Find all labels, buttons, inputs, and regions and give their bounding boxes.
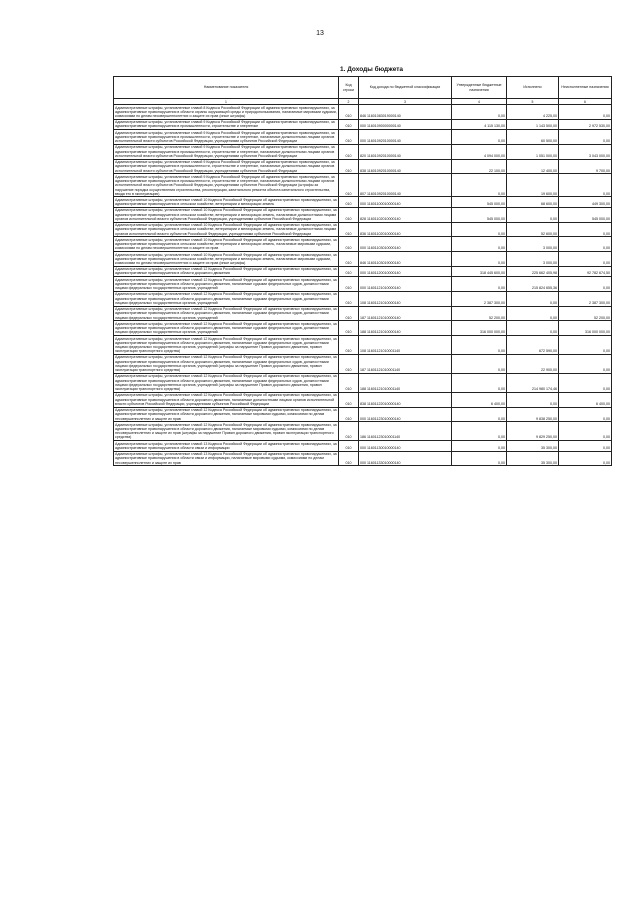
row-income-code: 000 11601103010000140 [359, 237, 452, 252]
row-executed: 35 300,00 [507, 441, 559, 451]
row-executed: 0,00 [507, 207, 559, 222]
row-income-code: 000 11601123010000140 [359, 407, 452, 422]
row-executed: 3 000,00 [507, 252, 559, 267]
table-row [114, 266, 612, 276]
row-unexecuted: 92 782 674,50 [559, 266, 612, 276]
row-approved: 0,00 [452, 422, 507, 441]
row-line-code: 010 [339, 159, 359, 174]
table-row [114, 354, 612, 373]
row-approved: 0,00 [452, 277, 507, 292]
row-line-code: 010 [339, 373, 359, 392]
row-income-code: 000 11601092010000140 [359, 130, 452, 145]
table-row [114, 291, 612, 306]
column-index: 3 [359, 99, 452, 105]
row-name: Административные штрафы, установленные главой 12 Кодекса Российской Федерации об административных правонарушениях, за административные правонарушения в области дорожного движения, налагаемые должностными лицами органов исполнительной власти субъектов Российской Федерации, учреждениями субъектов Российской Федерации [115, 393, 337, 406]
table-row [114, 252, 612, 267]
row-unexecuted: 0,00 [559, 451, 612, 466]
header-name: Наименование показателя [114, 77, 339, 99]
row-executed: 4 225,00 [507, 105, 559, 120]
row-executed: 19 600,00 [507, 174, 559, 197]
row-unexecuted: 316 000 000,00 [559, 321, 612, 336]
row-name: Административные штрафы, установленные главой 13 Кодекса Российской Федерации об административных правонарушениях, за административные правонарушения в области связи и информации, налагаемые мировыми судьями, комиссиями по делам несовершеннолетних и защите их прав [115, 452, 337, 465]
header-executed: Исполнено [507, 77, 559, 99]
row-name: Административные штрафы, установленные главой 12 Кодекса Российской Федерации об административных правонарушениях, за административные правонарушения в области дорожного движения, налагаемые судьями федеральных судов, должностными лицами федеральных государственных органов, учреждений [115, 307, 337, 320]
column-index: 1 [114, 99, 339, 105]
row-approved: 0,00 [452, 237, 507, 252]
row-income-code: 000 11601100010000140 [359, 197, 452, 207]
row-line-code: 010 [339, 237, 359, 252]
row-executed: 225 662 405,98 [507, 266, 559, 276]
row-line-code: 010 [339, 266, 359, 276]
row-approved: 318 445 600,00 [452, 266, 507, 276]
row-unexecuted: 0,00 [559, 130, 612, 145]
row-income-code: 188 11601121010001140 [359, 373, 452, 392]
row-approved: 0,00 [452, 222, 507, 237]
row-name: Административные штрафы, установленные главой 8 Кодекса Российской Федерации об административных правонарушениях, за административные правонарушения в области охраны окружающей среды и природопользования, налагаемые мировыми судьями, комиссиями по делам несовершеннолетних и защите их прав (иные штрафы) [115, 105, 337, 118]
table-row [114, 222, 612, 237]
row-unexecuted: 3 043 000,00 [559, 144, 612, 159]
row-approved: 52 200,00 [452, 306, 507, 321]
row-approved: 545 000,00 [452, 197, 507, 207]
table-row [114, 451, 612, 466]
table-row [114, 441, 612, 451]
row-line-code: 010 [339, 252, 359, 267]
row-income-code: 807 11601092010000140 [359, 174, 452, 197]
row-executed: 9 829 250,00 [507, 422, 559, 441]
row-name: Административные штрафы, установленные главой 13 Кодекса Российской Федерации об административных правонарушениях, за административные правонарушения в области связи и информации [115, 441, 337, 450]
column-index: 5 [507, 99, 559, 105]
row-unexecuted: 449 300,00 [559, 197, 612, 207]
row-line-code: 010 [339, 222, 359, 237]
row-approved: 2 387 300,00 [452, 291, 507, 306]
row-name: Административные штрафы, установленные главой 9 Кодекса Российской Федерации об административных правонарушениях, за административные правонарушения в промышленности, строительстве и энергетике [114, 119, 339, 129]
row-executed: 1 143 500,00 [507, 119, 559, 129]
row-executed: 1 051 000,00 [507, 144, 559, 159]
table-row [114, 130, 612, 145]
row-line-code: 010 [339, 119, 359, 129]
row-income-code: 000 11601120010000140 [359, 266, 452, 276]
row-executed: 0,00 [507, 392, 559, 407]
header-approved: Утвержденные бюджетные назначения [452, 77, 507, 99]
row-executed: 0,00 [507, 321, 559, 336]
row-name: Административные штрафы, установленные главой 9 Кодекса Российской Федерации об административных правонарушениях, за административные правонарушения в промышленности, строительстве и энергетике, налагаемые должностными лицами органов исполнительной власти субъектов Российской Федерации, учреждениями субъектов Российской Федерации [114, 144, 339, 159]
row-name: Административные штрафы, установленные главой 12 Кодекса Российской Федерации об административных правонарушениях, за административные правонарушения в области дорожного движения, налагаемые судьями федеральных судов, должностными лицами федеральных государственных органов, учреждений (штрафы за нарушение Правил дорожного движения, правил эксплуатации транспортного средства) [115, 336, 337, 354]
row-income-code: 838 11601122010000140 [359, 392, 452, 407]
row-approved: 0,00 [452, 130, 507, 145]
row-name: Административные штрафы, установленные главой 12 Кодекса Российской Федерации об административных правонарушениях, за административные правонарушения в области дорожного движения, налагаемые судьями федеральных судов, должностными лицами федеральных государственных органов, учреждений [115, 292, 337, 305]
row-name: Административные штрафы, установленные главой 12 Кодекса Российской Федерации об административных правонарушениях, за административные правонарушения в области дорожного движения, налагаемые судьями федеральных судов, должностными лицами федеральных государственных органов, учреждений [115, 277, 337, 291]
row-name: Административные штрафы, установленные главой 10 Кодекса Российской Федерации об административных правонарушениях, за административные правонарушения в сельском хозяйстве, ветеринарии и мелиорации земель, налагаемые мировыми судьями, комиссиями по делам несовершеннолетних и защите их прав [115, 237, 337, 251]
row-approved: 4 094 000,00 [452, 144, 507, 159]
table-row [114, 277, 612, 292]
row-income-code: 187 11601121010000140 [359, 306, 452, 321]
row-income-code: 186 11601123010001140 [359, 422, 452, 441]
row-income-code: 108 11601121010001140 [359, 336, 452, 355]
row-name: Административные штрафы, установленные главой 10 Кодекса Российской Федерации об административных правонарушениях, за административные правонарушения в сельском хозяйстве, ветеринарии и мелиорации земель, налагаемые мировыми судьями, комиссиями по делам несовершеннолетних и защите их прав (иные штрафы) [115, 252, 337, 266]
table-row [114, 306, 612, 321]
table-row [114, 422, 612, 441]
row-executed: 214 980 174,46 [507, 373, 559, 392]
row-line-code: 010 [339, 207, 359, 222]
row-executed: 0,00 [507, 291, 559, 306]
row-income-code: 000 11601090000000140 [359, 119, 452, 129]
row-unexecuted: 0,00 [559, 373, 612, 392]
table-row [114, 207, 612, 222]
row-unexecuted: 6 400,00 [559, 392, 612, 407]
row-executed: 3 000,00 [507, 237, 559, 252]
page-number: 13 [316, 30, 324, 37]
row-unexecuted: 0,00 [559, 105, 612, 120]
table-row [114, 174, 612, 197]
row-line-code: 010 [339, 291, 359, 306]
row-approved: 316 000 000,00 [452, 321, 507, 336]
row-name: Административные штрафы, установленные главой 10 Кодекса Российской Федерации об административных правонарушениях, за административные правонарушения в сельском хозяйстве, ветеринарии и мелиорации земель, налагаемые должностными лицами органов исполнительной власти субъектов Российской Федерации, учреждениями субъектов Российской Федерации [115, 223, 337, 236]
row-unexecuted: 52 200,00 [559, 306, 612, 321]
row-executed: 0,00 [507, 306, 559, 321]
row-name: Административные штрафы, установленные главой 12 Кодекса Российской Федерации об административных правонарушениях, за административные правонарушения в области дорожного движения [115, 267, 337, 276]
row-approved: 0,00 [452, 336, 507, 355]
row-income-code: 836 11601102010000140 [359, 222, 452, 237]
row-unexecuted: 0,00 [559, 422, 612, 441]
row-approved: 0,00 [452, 105, 507, 120]
table-row [114, 373, 612, 392]
table-header-row [114, 77, 612, 99]
table-row [114, 197, 612, 207]
row-unexecuted: 0,00 [559, 222, 612, 237]
row-line-code: 010 [339, 144, 359, 159]
table-body [114, 105, 612, 466]
row-approved: 0,00 [452, 407, 507, 422]
row-unexecuted: 9 700,00 [559, 159, 612, 174]
row-approved: 0,00 [452, 441, 507, 451]
row-income-code: 828 11601102010000140 [359, 207, 452, 222]
row-unexecuted: 2 972 530,00 [559, 119, 612, 129]
row-unexecuted: 0,00 [559, 441, 612, 451]
row-income-code: 846 11601103019000140 [359, 252, 452, 267]
row-income-code: 838 11601092010000140 [359, 159, 452, 174]
row-line-code: 010 [339, 174, 359, 197]
table-row [114, 237, 612, 252]
row-approved: 0,00 [452, 373, 507, 392]
row-executed: 68 600,00 [507, 197, 559, 207]
row-executed: 35 300,00 [507, 451, 559, 466]
row-executed: 672 590,00 [507, 336, 559, 355]
row-line-code: 010 [339, 441, 359, 451]
row-line-code: 010 [339, 306, 359, 321]
row-income-code: 846 11601083019000140 [359, 105, 452, 120]
table-row [114, 336, 612, 355]
row-executed: 12 400,00 [507, 159, 559, 174]
row-line-code: 010 [339, 105, 359, 120]
column-index: 6 [559, 99, 612, 105]
income-table [113, 76, 612, 466]
table-row [114, 392, 612, 407]
row-name: Административные штрафы, установленные главой 9 Кодекса Российской Федерации об административных правонарушениях, за административные правонарушения в промышленности, строительстве и энергетике, налагаемые должностными лицами органов исполнительной власти субъектов Российской Федерации, учреждениями субъектов Российской Федерации [114, 130, 339, 145]
row-income-code: 000 11601130010000140 [359, 441, 452, 451]
row-approved: 6 400,00 [452, 392, 507, 407]
row-income-code: 820 11601092010000140 [359, 144, 452, 159]
row-approved: 0,00 [452, 252, 507, 267]
row-name: Административные штрафы, установленные главой 12 Кодекса Российской Федерации об административных правонарушениях, за административные правонарушения в области дорожного движения, налагаемые мировыми судьями, комиссиями по делам несовершеннолетних и защите их прав (штрафы за нарушение Правил дорожного движения, правил эксплуатации транспортного средства) [115, 422, 337, 440]
column-index: 2 [339, 99, 359, 105]
row-approved: 0,00 [452, 451, 507, 466]
row-income-code: 000 11601133010000140 [359, 451, 452, 466]
table-row [114, 407, 612, 422]
row-name: Административные штрафы, установленные главой 9 Кодекса Российской Федерации об административных правонарушениях, за административные правонарушения в промышленности, строительстве и энергетике, налагаемые должностными лицами органов исполнительной власти субъектов Российской Федерации, учреждениями субъектов Российской Федерации [114, 159, 339, 174]
row-approved: 22 100,00 [452, 159, 507, 174]
row-unexecuted: 545 000,00 [559, 207, 612, 222]
section-title: 1. Доходы бюджета [340, 66, 404, 73]
row-unexecuted: 0,00 [559, 336, 612, 355]
row-name: Административные штрафы, установленные главой 12 Кодекса Российской Федерации об административных правонарушениях, за административные правонарушения в области дорожного движения, налагаемые судьями федеральных судов, должностными лицами федеральных государственных органов, учреждений (штрафы за нарушение Правил дорожного движения, правил эксплуатации транспортного средства) [115, 374, 337, 392]
row-line-code: 010 [339, 321, 359, 336]
table-row [114, 119, 612, 129]
row-unexecuted: 0,00 [559, 407, 612, 422]
row-approved: 0,00 [452, 354, 507, 373]
row-unexecuted: 0,00 [559, 277, 612, 292]
row-name: Административные штрафы, установленные главой 12 Кодекса Российской Федерации об административных правонарушениях, за административные правонарушения в области дорожного движения, налагаемые судьями федеральных судов, должностными лицами федеральных государственных органов, учреждений (штрафы за нарушение Правил дорожного движения, правил эксплуатации транспортного средства) [115, 355, 337, 373]
row-executed: 52 600,00 [507, 222, 559, 237]
row-line-code: 010 [339, 277, 359, 292]
row-unexecuted: 2 387 300,00 [559, 291, 612, 306]
row-line-code: 010 [339, 451, 359, 466]
table-row [114, 321, 612, 336]
row-income-code: 000 11601121010000140 [359, 277, 452, 292]
row-income-code: 188 11601121010000140 [359, 321, 452, 336]
row-unexecuted: 0,00 [559, 174, 612, 197]
row-line-code: 010 [339, 336, 359, 355]
row-name: Административные штрафы, установленные главой 12 Кодекса Российской Федерации об административных правонарушениях, за административные правонарушения в области дорожного движения, налагаемые судьями федеральных судов, должностными лицами федеральных государственных органов, учреждений [115, 321, 337, 335]
row-name: Административные штрафы, установленные главой 9 Кодекса Российской Федерации об административных правонарушениях, за административные правонарушения в промышленности, строительстве и энергетике, налагаемые должностными лицами органов исполнительной власти субъектов Российской Федерации, учреждениями субъектов Российской Федерации (штрафы за нарушение порядка осуществления строительства, реконструкции, капитального ремонта объекта капитального строительства, ввода его в эксплуатацию) [114, 174, 339, 197]
row-unexecuted: 0,00 [559, 354, 612, 373]
row-name: Административные штрафы, установленные главой 12 Кодекса Российской Федерации об административных правонарушениях, за административные правонарушения в области дорожного движения, налагаемые мировыми судьями, комиссиями по делам несовершеннолетних и защите их прав [115, 408, 337, 421]
row-line-code: 010 [339, 392, 359, 407]
row-executed: 9 838 250,00 [507, 407, 559, 422]
row-income-code: 108 11601121010000140 [359, 291, 452, 306]
row-approved: 0,00 [452, 174, 507, 197]
row-approved: 4 115 130,00 [452, 119, 507, 129]
header-line-code: Код строки [339, 77, 359, 99]
row-line-code: 010 [339, 422, 359, 441]
table-row [114, 105, 612, 120]
row-unexecuted: 0,00 [559, 252, 612, 267]
row-name: Административные штрафы, установленные главой 10 Кодекса Российской Федерации об административных правонарушениях, за административные правонарушения в сельском хозяйстве, ветеринарии и мелиорации земель, налагаемые должностными лицами органов исполнительной власти субъектов Российской Федерации, учреждениями субъектов Российской Федерации [115, 208, 337, 221]
column-index: 4 [452, 99, 507, 105]
row-name: Административные штрафы, установленные главой 10 Кодекса Российской Федерации об административных правонарушениях, за административные правонарушения в сельском хозяйстве, ветеринарии и мелиорации земель [115, 197, 337, 207]
row-executed: 22 900,00 [507, 354, 559, 373]
header-income-code: Код дохода по бюджетной классификации [359, 77, 452, 99]
row-line-code: 010 [339, 197, 359, 207]
row-line-code: 010 [339, 407, 359, 422]
row-executed: 60 500,00 [507, 130, 559, 145]
table-row [114, 144, 612, 159]
row-income-code: 187 11601121010001140 [359, 354, 452, 373]
row-unexecuted: 0,00 [559, 237, 612, 252]
table-row [114, 159, 612, 174]
header-unexecuted: Неисполненные назначения [559, 77, 612, 99]
row-executed: 215 824 655,36 [507, 277, 559, 292]
row-line-code: 010 [339, 354, 359, 373]
row-approved: 545 000,00 [452, 207, 507, 222]
row-line-code: 010 [339, 130, 359, 145]
